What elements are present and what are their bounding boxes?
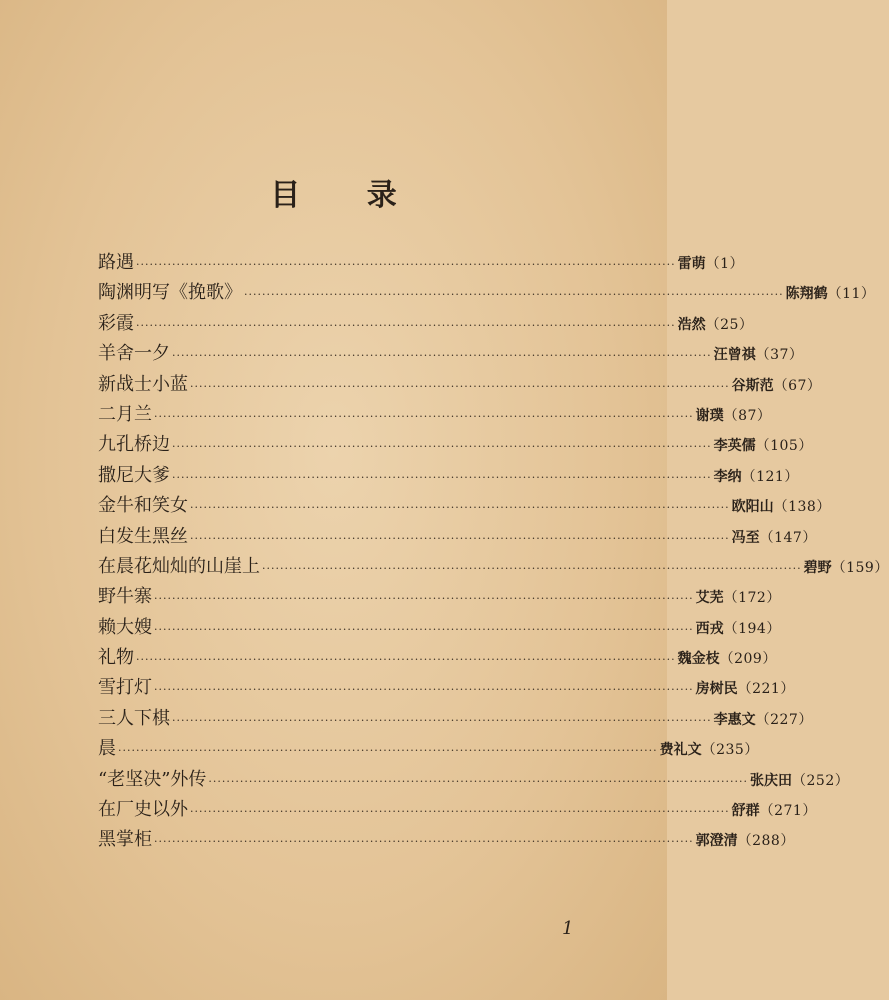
entry-title: 新战士小蓝 <box>98 373 188 395</box>
entry-title: 黑掌柜 <box>98 829 152 851</box>
toc-entry <box>98 643 777 673</box>
entry-author: 谢璞 <box>695 407 724 424</box>
entry-page-number: （1） <box>705 256 745 272</box>
entry-page-number: （37） <box>755 347 804 364</box>
dot-leader: ························································································································ <box>190 379 730 393</box>
toc-entry <box>98 582 781 612</box>
toc-entry <box>98 552 889 582</box>
entry-title: 彩霞 <box>98 312 134 334</box>
entry-page-number: （121） <box>741 468 799 485</box>
dot-leader: ························································································································ <box>172 440 712 454</box>
dot-leader: ························································································································ <box>190 805 730 819</box>
entry-page-number: （227） <box>755 711 813 728</box>
dot-leader: ························································································································ <box>172 713 712 727</box>
entry-author: 李英儒 <box>713 438 756 455</box>
toc-entry <box>98 765 850 795</box>
entry-page-number: （194） <box>723 620 781 637</box>
entry-page-number: （172） <box>723 590 781 607</box>
entry-page-number: （87） <box>723 407 772 424</box>
toc-entry <box>98 825 795 855</box>
entry-author: 张庆田 <box>750 772 792 789</box>
dot-leader: ························································································································ <box>136 653 676 667</box>
entry-author: 房树民 <box>695 681 738 698</box>
entry-title: 在晨花灿灿的山崖上 <box>98 555 260 577</box>
entry-page-number: （252） <box>792 772 850 789</box>
entry-author: 汪曾祺 <box>713 347 756 364</box>
toc-entry <box>98 339 804 369</box>
dot-leader: ························································································································ <box>172 349 712 363</box>
toc-entry <box>98 673 795 703</box>
entry-title: 白发生黑丝 <box>98 525 188 547</box>
dot-leader: ························································································································ <box>154 683 694 697</box>
entry-page-number: （288） <box>737 833 795 850</box>
toc-entry <box>98 400 772 430</box>
entry-page-number: （67） <box>773 377 822 394</box>
entry-title: 九孔桥边 <box>98 434 170 456</box>
page-title: 目 录 <box>270 178 425 213</box>
entry-author: 雷萌 <box>677 256 706 272</box>
entry-author: 谷斯范 <box>731 377 774 394</box>
toc-entry <box>98 613 781 643</box>
entry-page-number: （25） <box>705 316 754 333</box>
entry-title: 二月兰 <box>98 403 152 425</box>
dot-leader: ························································································································ <box>154 592 694 606</box>
entry-author: 西戎 <box>695 620 724 637</box>
entry-title: 路遇 <box>98 252 134 273</box>
entry-page-number: （235） <box>701 742 759 759</box>
dot-leader: ························································································································ <box>262 561 802 575</box>
entry-author: 费礼文 <box>659 742 702 759</box>
entry-title: 在厂史以外 <box>98 799 188 821</box>
entry-author: 李纳 <box>713 468 742 485</box>
entry-author: 李惠文 <box>713 711 756 728</box>
entry-title: 撒尼大爹 <box>98 464 170 486</box>
dot-leader: ························································································································ <box>172 470 712 484</box>
dot-leader: ························································································································ <box>136 318 676 332</box>
toc-entry <box>98 491 831 521</box>
toc-entry <box>98 734 759 764</box>
entry-title: 羊舍一夕 <box>98 343 170 365</box>
entry-author: 郭澄清 <box>695 833 738 850</box>
entry-page-number: （138） <box>773 499 831 516</box>
entry-title: 三人下棋 <box>98 707 170 729</box>
entry-author: 舒群 <box>731 803 760 820</box>
toc-entry <box>98 704 813 734</box>
entry-author: 艾芜 <box>695 590 724 607</box>
entry-title: 赖大嫂 <box>98 616 152 638</box>
entry-author: 碧野 <box>803 559 832 576</box>
toc-entry <box>98 309 754 339</box>
table-of-contents <box>98 248 889 856</box>
dot-leader: ························································································································ <box>190 531 730 545</box>
entry-title: 陶渊明写《挽歌》 <box>98 282 242 304</box>
entry-page-number: （221） <box>737 681 795 698</box>
entry-title: 雪打灯 <box>98 677 152 699</box>
toc-entry <box>98 461 799 491</box>
dot-leader: ························································································································ <box>118 744 658 758</box>
toc-entry <box>98 430 813 460</box>
entry-page-number: （105） <box>755 438 813 455</box>
entry-title: “老坚决”外传 <box>98 768 207 790</box>
dot-leader: ························································································································ <box>154 835 694 849</box>
toc-entry <box>98 795 817 825</box>
dot-leader: ························································································································ <box>154 409 694 423</box>
entry-page-number: （159） <box>831 559 889 576</box>
entry-title: 野牛寨 <box>98 586 152 608</box>
page-number: 1 <box>562 918 574 939</box>
entry-title: 金牛和笑女 <box>98 495 188 517</box>
dot-leader: ························································································································ <box>208 774 748 788</box>
entry-page-number: （147） <box>759 529 817 546</box>
entry-author: 冯至 <box>731 529 760 546</box>
dot-leader: ························································································································ <box>190 501 730 515</box>
toc-entry <box>98 248 745 278</box>
entry-author: 陈翔鹤 <box>785 286 828 303</box>
toc-entry <box>98 370 822 400</box>
entry-author: 浩然 <box>677 316 706 333</box>
entry-title: 礼物 <box>98 647 134 669</box>
entry-author: 欧阳山 <box>731 499 774 516</box>
dot-leader: ························································································································ <box>244 288 784 302</box>
dot-leader: ························································································································ <box>154 622 694 636</box>
toc-entry <box>98 278 876 308</box>
entry-page-number: （11） <box>827 286 876 303</box>
entry-author: 魏金枝 <box>677 651 720 668</box>
toc-entry <box>98 522 817 552</box>
entry-page-number: （271） <box>759 803 817 820</box>
dot-leader: ························································································································ <box>136 258 676 271</box>
entry-page-number: （209） <box>719 651 777 668</box>
entry-title: 晨 <box>98 738 116 760</box>
